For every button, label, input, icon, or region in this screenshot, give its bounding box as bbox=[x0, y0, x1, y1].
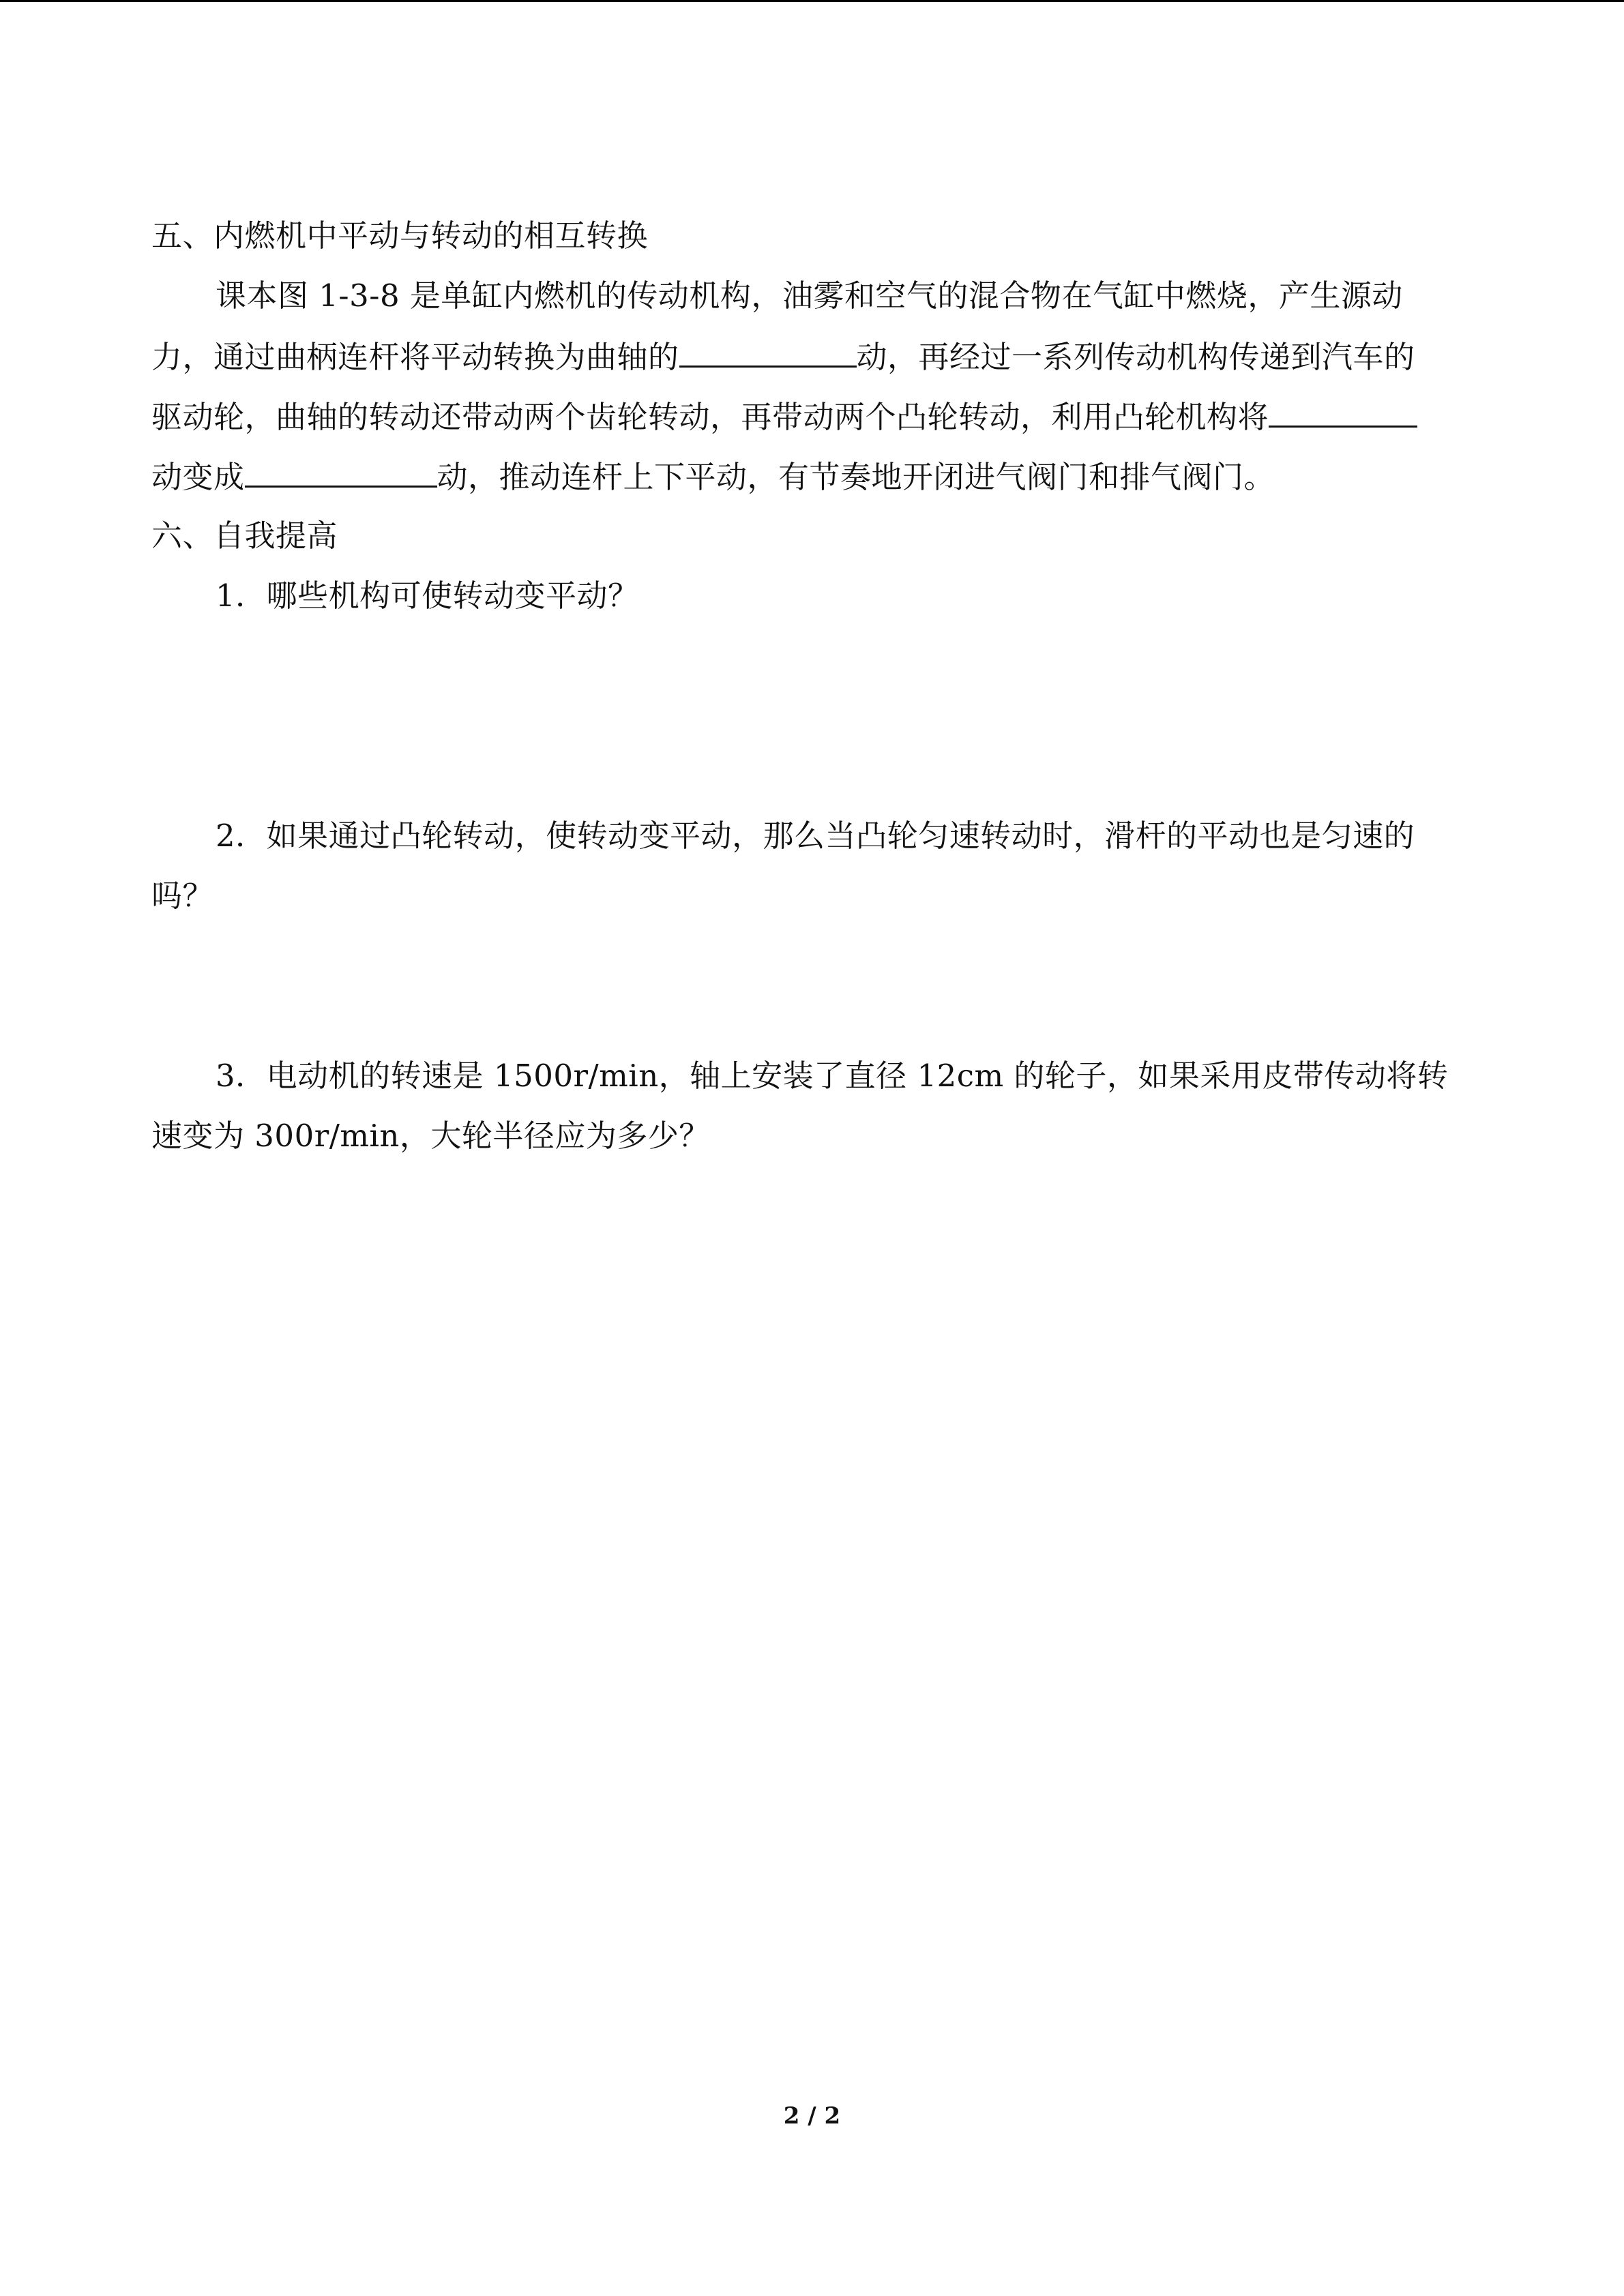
question-3-line-1: 3．电动机的转速是 1500r/min，轴上安装了直径 12cm 的轮子，如果采用皮带传动将转 bbox=[216, 1058, 1449, 1094]
section5-paragraph-line-3 bbox=[151, 396, 1417, 438]
line4-text-a: 动变成 bbox=[151, 459, 245, 495]
section6-heading: 六、自我提高 bbox=[151, 518, 338, 554]
question-2-line-1: 2．如果通过凸轮转动，使转动变平动，那么当凸轮匀速转动时，滑杆的平动也是匀速的 bbox=[216, 818, 1415, 854]
fill-blank-3[interactable] bbox=[245, 456, 437, 488]
section5-heading: 五、内燃机中平动与转动的相互转换 bbox=[151, 218, 649, 254]
question-1: 1．哪些机构可使转动变平动？ bbox=[216, 578, 639, 614]
fill-blank-2[interactable] bbox=[1269, 396, 1417, 428]
line2-text-a: 力，通过曲柄连杆将平动转换为曲轴的 bbox=[151, 339, 679, 375]
question-3-line-2: 速变为 300r/min，大轮半径应为多少？ bbox=[151, 1118, 710, 1154]
section5-paragraph-line-4 bbox=[151, 456, 1275, 498]
line2-text-b: 动，再经过一系列传动机构传递到汽车的 bbox=[856, 339, 1415, 375]
page-number: 2 / 2 bbox=[783, 2102, 841, 2130]
section5-paragraph-line-1: 课本图 1-3-8 是单缸内燃机的传动机构，油雾和空气的混合物在气缸中燃烧，产生源动 bbox=[216, 278, 1403, 314]
line3-text-a: 驱动轮，曲轴的转动还带动两个齿轮转动，再带动两个凸轮转动，利用凸轮机构将 bbox=[151, 399, 1269, 435]
question-2-line-2: 吗？ bbox=[151, 878, 214, 914]
fill-blank-1[interactable] bbox=[679, 336, 857, 368]
line4-text-b: 动，推动连杆上下平动，有节奏地开闭进气阀门和排气阀门。 bbox=[437, 459, 1275, 495]
section5-paragraph-line-2 bbox=[151, 336, 1415, 378]
